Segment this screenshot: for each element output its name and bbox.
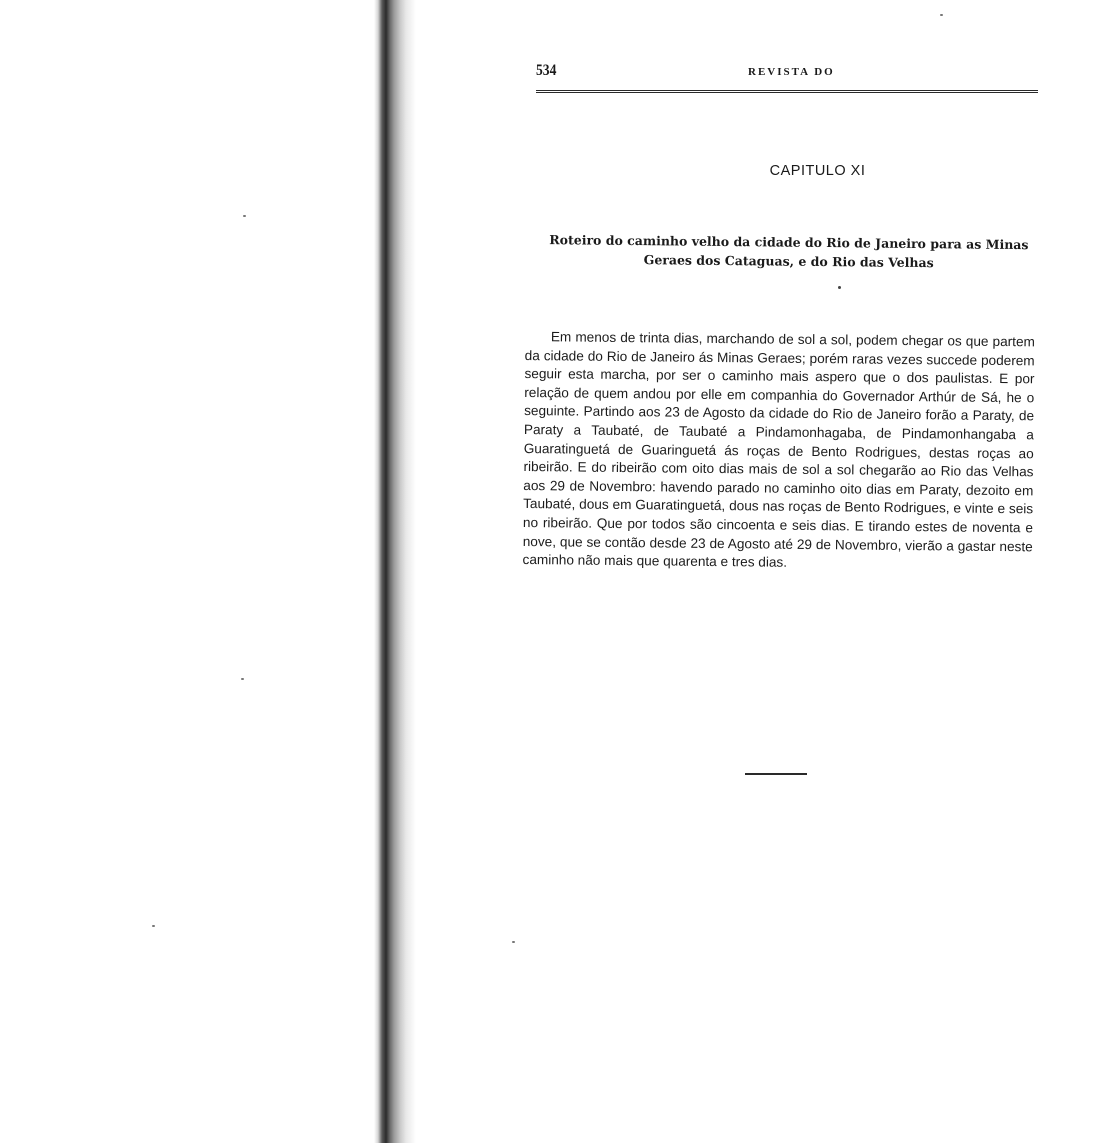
scan-speck [243, 215, 246, 217]
page-number: 534 [536, 62, 557, 79]
body-paragraph: Em menos de trinta dias, marchando de sol a sol, podem chegar os que partem da cidade do Rio de Janeiro ás Minas Geraes; porém raras vezes succede poderem seguir esta marcha, por ser o caminho mais aspero que o dos paulistas. E por relação de quem andou por elle em companhia do Governador Arthúr de Sá, he o seguinte. Partindo aos 23 de Agosto da cidade do Rio de Janeiro forão a Paraty, de Paraty a Taubaté, de Taubaté a Pindamonhagaba, de Pindamonhangaba a Guaratinguetá de Guaringuetá ás roças de Bento Rodrigues, destas roças ao ribeirão. E do ribeirão com oito dias mais de sol a sol chegarão ao Rio das Velhas aos 29 de Novembro: havendo parado no caminho oito dias em Paraty, dezoito em Taubaté, dous em Guaratinguetá, dous nas roças de Bento Rodrigues, e vinte e seis no ribeirão. Que por todos são cincoenta e seis dias. E tirando estes de noventa e nove, que se contão desde 23 de Agosto até 29 de Novembro, vierão a gastar neste caminho não mais que quarenta e tres dias. [522, 329, 1035, 570]
book-spine-shadow [374, 0, 416, 1143]
chapter-title: CAPITULO XI [769, 163, 866, 179]
running-head [536, 62, 1038, 93]
ornament-dot [838, 286, 841, 289]
scan-speck [152, 925, 155, 927]
scan-speck [940, 14, 943, 16]
chapter-subtitle: Roteiro do caminho velho da cidade do Rio de Janeiro para as Minas Geraes dos Cataguas, e do Rio das Velhas [549, 232, 1029, 271]
running-title: REVISTA DO [748, 66, 835, 78]
scan-speck [512, 941, 515, 943]
scan-speck [241, 678, 244, 680]
end-rule [745, 773, 807, 775]
book-page [520, 50, 1045, 810]
